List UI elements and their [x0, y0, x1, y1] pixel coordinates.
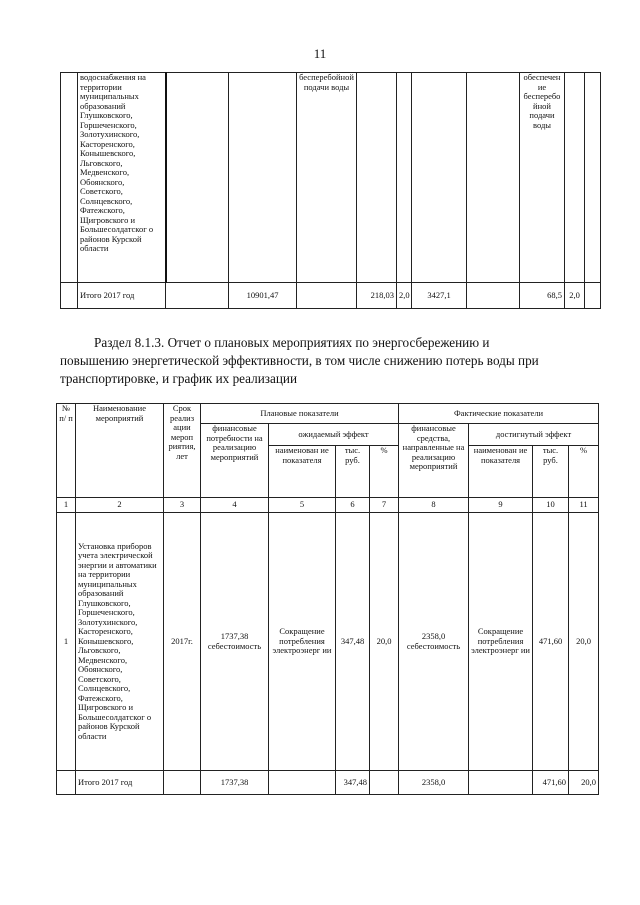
- total-label: Итого 2017 год: [78, 283, 166, 309]
- header-indicator: наименован ие показателя: [269, 446, 336, 498]
- row-ach-pct: 20,0: [569, 513, 599, 771]
- header-achieved: достигнутый эффект: [469, 424, 599, 446]
- header-num: № п/ п: [57, 404, 76, 498]
- col-number: 3: [164, 498, 201, 513]
- row-exp-pct: 20,0: [370, 513, 399, 771]
- header-thous: тыс. руб.: [533, 446, 569, 498]
- row-fin-need: 1737,38 себестоимость: [201, 513, 269, 771]
- header-actual: Фактические показатели: [399, 404, 599, 424]
- header-fin-need: финансовые потребности на реализацию мероприятий: [201, 424, 269, 498]
- total-value: 68,5: [520, 283, 565, 309]
- row-ach-indicator: Сокращение потребления электроэнерг ии: [469, 513, 533, 771]
- total-value: 2,0: [397, 283, 412, 309]
- row-exp-indicator: Сокращение потребления электроэнерг ии: [269, 513, 336, 771]
- col-number: 2: [76, 498, 164, 513]
- col-number: 6: [336, 498, 370, 513]
- header-name: Наименование мероприятий: [76, 404, 164, 498]
- row-num: 1: [57, 513, 76, 771]
- col-number: 9: [469, 498, 533, 513]
- description-cell: водоснабжения на территории муниципальных образований Глушковского, Горшеченского, Золотухинского, Касторенского, Конышевского, Льговского, Медвенского, Обоянского, Советского, Солнцевского, Фатежского, Щигровского и Большесолдатског о районов Курской области: [78, 73, 166, 283]
- table-row: [61, 73, 601, 283]
- total-fin: 10901,47: [229, 283, 297, 309]
- total-value: 3427,1: [412, 283, 467, 309]
- total-row: [57, 771, 599, 795]
- row-ach-thous: 471,60: [533, 513, 569, 771]
- col-number: 4: [201, 498, 269, 513]
- header-pct: %: [370, 446, 399, 498]
- total-label: Итого 2017 год: [76, 771, 164, 795]
- total-value: 2,0: [565, 283, 585, 309]
- page-number: 11: [313, 46, 327, 61]
- col-number: 10: [533, 498, 569, 513]
- energy-table: [56, 403, 599, 795]
- heading-line: повышению энергетической эффективности, в том числе снижению потерь воды при: [60, 353, 539, 368]
- total-row: [61, 283, 601, 309]
- total-value: 218,03: [357, 283, 397, 309]
- header-row: [57, 404, 599, 424]
- col-number: 1: [57, 498, 76, 513]
- top-table: [60, 72, 601, 309]
- row-fin-spent: 2358,0 себестоимость: [399, 513, 469, 771]
- header-fin-spent: финансовые средства, направленные на реализацию мероприятий: [399, 424, 469, 498]
- table-row: [57, 513, 599, 771]
- section-heading: [60, 334, 590, 388]
- col-number: 7: [370, 498, 399, 513]
- col-number: 8: [399, 498, 469, 513]
- column-numbers-row: [57, 498, 599, 513]
- col-number: 5: [269, 498, 336, 513]
- total-fin-spent: 2358,0: [399, 771, 469, 795]
- row-term: 2017г.: [164, 513, 201, 771]
- total-fin-need: 1737,38: [201, 771, 269, 795]
- header-indicator: наименован ие показателя: [469, 446, 533, 498]
- total-ach-pct: 20,0: [569, 771, 599, 795]
- header-planned: Плановые показатели: [201, 404, 399, 424]
- heading-line: Раздел 8.1.3. Отчет о плановых мероприятиях по энергосбережению и: [94, 335, 490, 350]
- total-ach-thous: 471,60: [533, 771, 569, 795]
- header-thous: тыс. руб.: [336, 446, 370, 498]
- row-name: Установка приборов учета электрической энергии и автоматики на территории муниципальных образований Глушковского, Горшеченского, Золотухинского, Касторенского, Конышевского, Льговского, Медвенского, Обоянского, Советского, Солнцевского, Фатежского, Щигровского и Большесолдатског о районов Курской области: [76, 513, 164, 771]
- actual-effect-cell: обеспечен ие бесперебо йной подачи воды: [520, 73, 565, 283]
- heading-line: транспортировке, и график их реализации: [60, 371, 298, 386]
- planned-effect-cell: бесперебойной подачи воды: [297, 73, 357, 283]
- header-pct: %: [569, 446, 599, 498]
- header-term: Срок реализ ации мероп риятия, лет: [164, 404, 201, 498]
- total-exp-thous: 347,48: [336, 771, 370, 795]
- row-exp-thous: 347,48: [336, 513, 370, 771]
- header-expected: ожидаемый эффект: [269, 424, 399, 446]
- col-number: 11: [569, 498, 599, 513]
